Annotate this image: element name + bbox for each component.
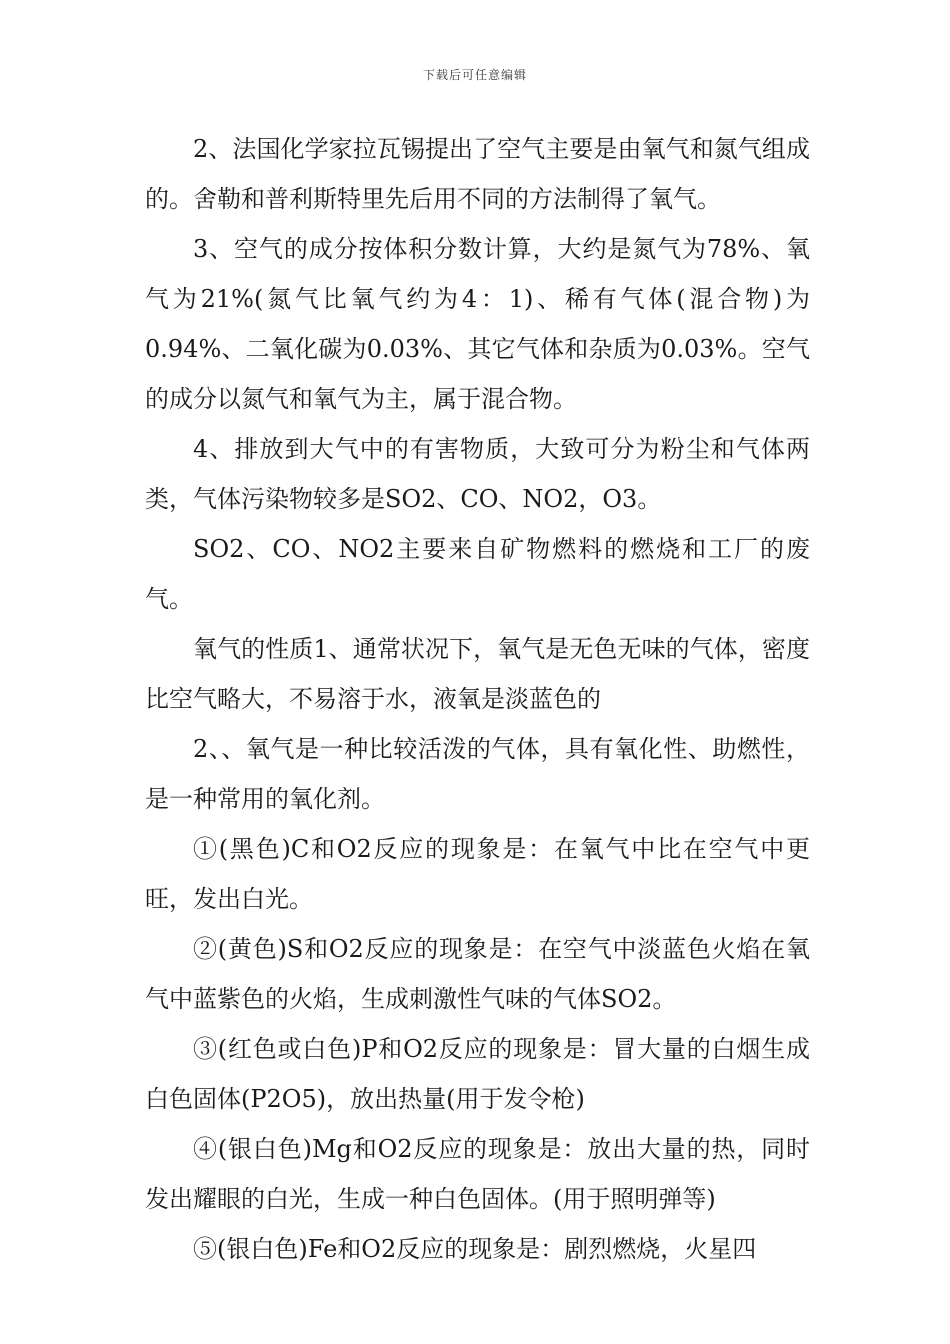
paragraph-reaction-sulfur: ②(黄色)S和O2反应的现象是：在空气中淡蓝色火焰在氧气中蓝紫色的火焰，生成刺激性气味的气体SO2。 xyxy=(145,935,810,1013)
paragraph-oxygen-physical-properties: 氧气的性质1、通常状况下，氧气是无色无味的气体，密度比空气略大，不易溶于水，液氧是淡蓝色的 xyxy=(145,635,810,713)
document-body xyxy=(145,124,810,1274)
paragraph-reaction-phosphorus: ③(红色或白色)P和O2反应的现象是：冒大量的白烟生成白色固体(P2O5)，放出热量(用于发令枪) xyxy=(145,1035,810,1113)
paragraph-oxygen-chemical-properties: 2、、氧气是一种比较活泼的气体，具有氧化性、助燃性，是一种常用的氧化剂。 xyxy=(145,735,810,813)
page-header: 下载后可任意编辑 xyxy=(422,68,527,82)
paragraph-reaction-iron: ⑤(银白色)Fe和O2反应的现象是：剧烈燃烧，火星四 xyxy=(193,1235,757,1263)
paragraph-harmful-substances: 4、排放到大气中的有害物质，大致可分为粉尘和气体两类，气体污染物较多是SO2、CO、NO2，O3。 xyxy=(145,435,810,513)
paragraph-reaction-magnesium: ④(银白色)Mg和O2反应的现象是：放出大量的热，同时发出耀眼的白光，生成一种白色固体。(用于照明弹等) xyxy=(145,1135,810,1213)
paragraph-air-volume-fractions: 3、空气的成分按体积分数计算，大约是氮气为78%、氧气为21%(氮气比氧气约为4：1)、稀有气体(混合物)为0.94%、二氧化碳为0.03%、其它气体和杂质为0.03%。空气的成分以氮气和氧气为主，属于混合物。 xyxy=(145,235,810,413)
paragraph-air-composition-discovery: 2、法国化学家拉瓦锡提出了空气主要是由氧气和氮气组成的。舍勒和普利斯特里先后用不同的方法制得了氧气。 xyxy=(145,135,810,213)
paragraph-pollutant-sources: SO2、CO、NO2主要来自矿物燃料的燃烧和工厂的废气。 xyxy=(145,535,810,613)
paragraph-reaction-carbon: ①(黑色)C和O2反应的现象是：在氧气中比在空气中更旺，发出白光。 xyxy=(145,835,810,913)
